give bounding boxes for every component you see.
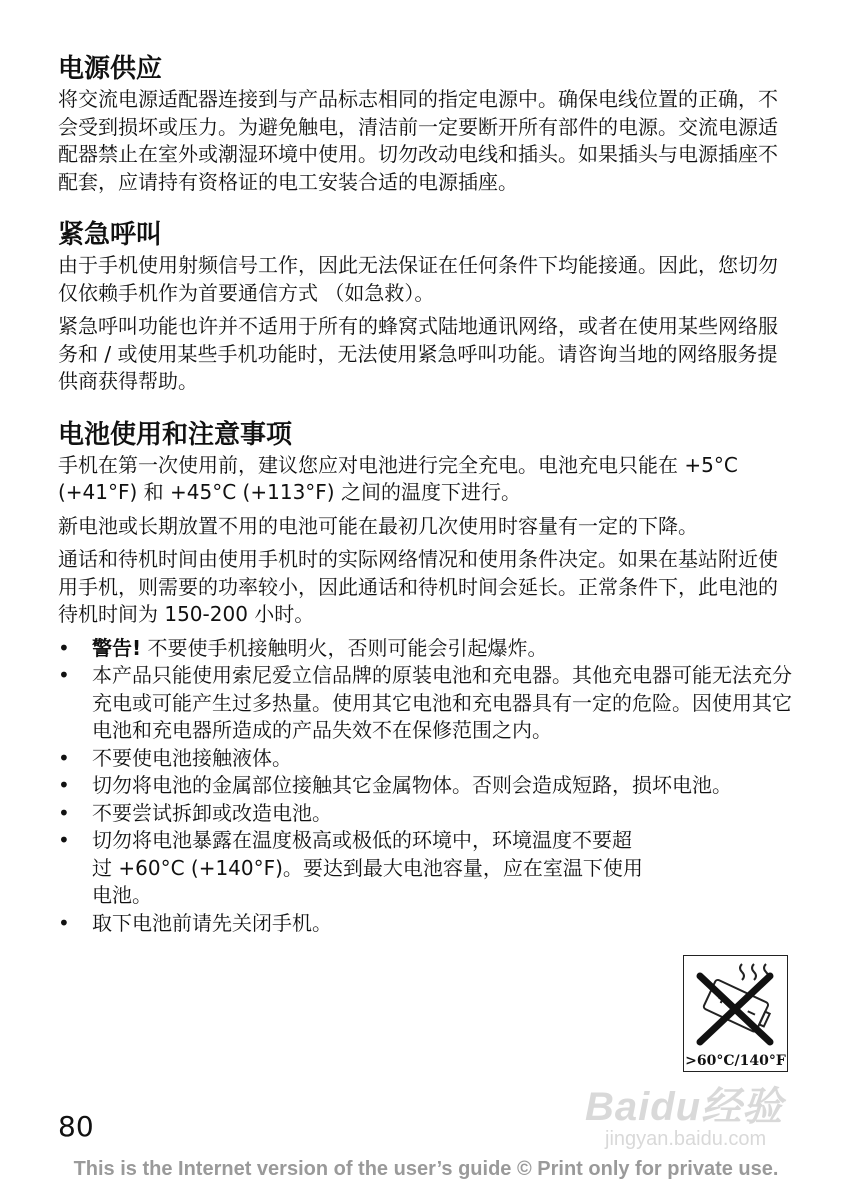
heading-battery: 电池使用和注意事项 xyxy=(58,419,293,450)
section-battery xyxy=(58,418,793,938)
no-heat-battery-icon xyxy=(684,956,787,1048)
bullet-marker: • xyxy=(58,910,70,935)
heading-power: 电源供应 xyxy=(58,54,163,84)
list-item-text: 切勿将电池的金属部位接触其它金属物体。否则会造成短路，损坏电池。 xyxy=(92,773,732,797)
temperature-caption: >60°C/140°F xyxy=(685,1053,786,1069)
list-item xyxy=(58,910,793,938)
list-item xyxy=(58,662,793,745)
list-item xyxy=(58,827,793,910)
warning-label: 警告! xyxy=(92,635,142,660)
list-item-text: 不要使电池接触液体。 xyxy=(92,745,292,770)
battery-paragraph-3: 通话和待机时间由使用手机时的实际网络情况和使用条件决定。如果在基站附近使用手机，则需要的功率较小，因此通话和待机时间会延长。正常条件下，此电池的待机时间为 150-200 小时。 xyxy=(58,547,778,626)
temperature-warning-box xyxy=(683,955,788,1072)
section-power xyxy=(58,52,793,196)
list-item-text: 不要使手机接触明火，否则可能会引起爆炸。 xyxy=(147,635,548,660)
heading-emergency: 紧急呼叫 xyxy=(58,220,163,250)
power-paragraph: 将交流电源适配器连接到与产品标志相同的指定电源中。确保电线位置的正确，不会受到损坏或压力。为避免触电，清洁前一定要断开所有部件的电源。交流电源适配器禁止在室外或潮湿环境中使用。切勿改动电线和插头。如果插头与电源插座不配套，应请持有资格证的电工安装合适的电源插座。 xyxy=(58,87,778,194)
footer-notice: This is the Internet version of the user’s guide © Print only for private use. xyxy=(73,1158,779,1180)
bullet-marker: • xyxy=(58,828,70,852)
page-number: 80 xyxy=(58,1110,94,1143)
list-item-text: 本产品只能使用索尼爱立信品牌的原装电池和充电器。其他充电器可能无法充分充电或可能产生过多热量。使用其它电池和充电器具有一定的危险。因使用其它电池和充电器所造成的产品失效不在保修范围之内。 xyxy=(92,663,792,742)
emergency-paragraph-2: 紧急呼叫功能也许并不适用于所有的蜂窝式陆地通讯网络，或者在使用某些网络服务和 / 或使用某些手机功能时，无法使用紧急呼叫功能。请咨询当地的网络服务提供商获得帮助。 xyxy=(58,314,778,393)
list-item-text: 切勿将电池暴露在温度极高或极低的环境中，环境温度不要超过 +60°C (+140°F)。要达到最大电池容量，应在室温下使用电池。 xyxy=(92,828,643,907)
list-item xyxy=(58,635,793,663)
battery-paragraph-1: 手机在第一次使用前，建议您应对电池进行完全充电。电池充电只能在 +5°C (+41°F) 和 +45°C (+113°F) 之间的温度下进行。 xyxy=(58,452,738,504)
bullet-marker: • xyxy=(58,800,70,825)
bullet-marker: • xyxy=(58,773,70,797)
list-item xyxy=(58,800,793,828)
list-item xyxy=(58,745,793,773)
watermark-url: jingyan.baidu.com xyxy=(605,1128,767,1150)
list-item-text: 取下电池前请先关闭手机。 xyxy=(92,910,332,935)
list-item-text: 不要尝试拆卸或改造电池。 xyxy=(92,800,332,825)
bullet-marker: • xyxy=(58,635,70,660)
page-content xyxy=(58,52,793,937)
battery-paragraph-2: 新电池或长期放置不用的电池可能在最初几次使用时容量有一定的下降。 xyxy=(58,513,698,538)
baidu-watermark xyxy=(585,1075,815,1155)
bullet-marker: • xyxy=(58,663,70,687)
watermark-logo: Baidu经验 xyxy=(585,1085,784,1129)
section-emergency xyxy=(58,218,793,396)
list-item xyxy=(58,772,793,800)
emergency-paragraph-1: 由于手机使用射频信号工作，因此无法保证在任何条件下均能接通。因此，您切勿仅依赖手机作为首要通信方式 （如急救）。 xyxy=(58,253,778,305)
bullet-marker: • xyxy=(58,745,70,770)
battery-bullet-list xyxy=(58,635,793,938)
